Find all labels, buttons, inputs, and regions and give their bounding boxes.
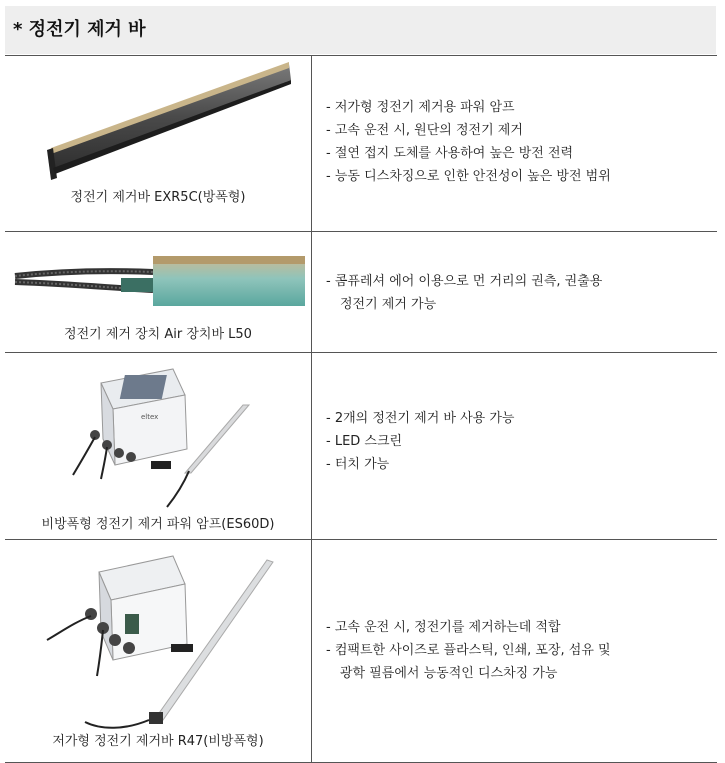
feature-item bbox=[326, 662, 717, 685]
feature-item-continuation: 정전기 제거 가능 bbox=[340, 297, 437, 312]
product-description-cell bbox=[312, 232, 718, 353]
table-row bbox=[5, 232, 717, 353]
feature-item: - 고속 운전 시, 정전기를 제거하는데 적합 bbox=[326, 620, 561, 635]
product-image-cell bbox=[5, 540, 312, 763]
feature-item: - 저가형 정전기 제거용 파워 암프 bbox=[326, 100, 515, 115]
feature-list bbox=[312, 96, 717, 188]
product-caption: 정전기 제거바 EXR5C(방폭형) bbox=[70, 190, 246, 205]
section-title: * 정전기 제거 바 bbox=[5, 6, 716, 54]
product-caption: 정전기 제거 장치 Air 장치바 L50 bbox=[64, 327, 252, 342]
product-description-cell bbox=[312, 540, 718, 763]
ionizing-bar-r47-image bbox=[45, 552, 285, 732]
power-amp-es60d-image bbox=[65, 365, 275, 513]
feature-list bbox=[312, 407, 717, 476]
device-brand-text: eltex bbox=[141, 413, 159, 421]
table-row bbox=[5, 353, 717, 540]
feature-list bbox=[312, 270, 717, 316]
product-image-cell bbox=[5, 353, 312, 540]
feature-item: - 능동 디스차징으로 인한 안전성이 높은 방전 범위 bbox=[326, 169, 611, 184]
feature-item-continuation: 광학 필름에서 능동적인 디스차징 가능 bbox=[340, 666, 558, 681]
feature-item: - 터치 가능 bbox=[326, 457, 390, 472]
feature-item: - 절연 접지 도체를 사용하여 높은 방전 전력 bbox=[326, 146, 574, 161]
feature-item bbox=[326, 293, 717, 316]
feature-item: - 고속 운전 시, 원단의 정전기 제거 bbox=[326, 123, 523, 138]
product-description-cell bbox=[312, 56, 718, 232]
ionizing-bar-exr5c-image bbox=[43, 60, 293, 182]
product-image-cell bbox=[5, 232, 312, 353]
product-table bbox=[5, 55, 717, 763]
air-ionizing-bar-l50-image bbox=[13, 254, 307, 310]
product-caption: 저가형 정전기 제거바 R47(비방폭형) bbox=[52, 734, 264, 749]
feature-item: - LED 스크린 bbox=[326, 434, 403, 449]
feature-item: - 컴팩트한 사이즈로 플라스틱, 인쇄, 포장, 섬유 및 bbox=[326, 643, 611, 658]
product-image-cell bbox=[5, 56, 312, 232]
product-caption: 비방폭형 정전기 제거 파워 암프(ES60D) bbox=[41, 517, 275, 532]
feature-item: - 콤퓨레셔 에어 이용으로 먼 거리의 권측, 권출용 bbox=[326, 274, 603, 289]
feature-item: - 2개의 정전기 제거 바 사용 가능 bbox=[326, 411, 515, 426]
table-row bbox=[5, 56, 717, 232]
product-description-cell bbox=[312, 353, 718, 540]
table-row bbox=[5, 540, 717, 763]
feature-list bbox=[312, 616, 717, 685]
